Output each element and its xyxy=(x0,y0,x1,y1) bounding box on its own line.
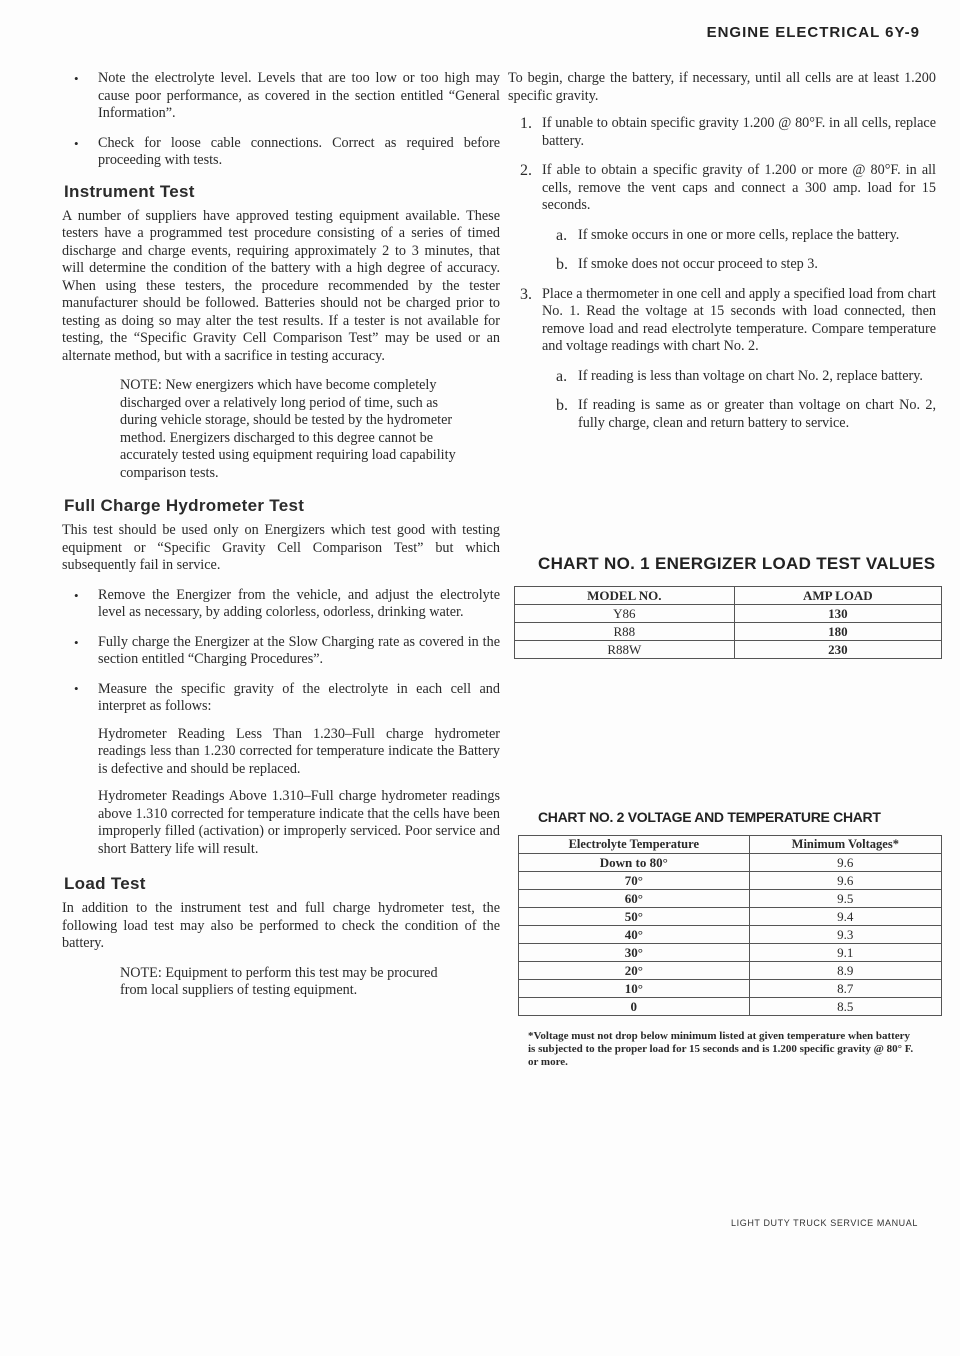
table-cell: 8.9 xyxy=(749,962,941,980)
chart-1-title: CHART NO. 1 ENERGIZER LOAD TEST VALUES xyxy=(538,554,936,573)
table-cell: 20° xyxy=(519,962,750,980)
table-row xyxy=(519,944,942,962)
table-header-row xyxy=(519,836,942,854)
table-cell: 30° xyxy=(519,944,750,962)
load-test-intro: To begin, charge the battery, if necessary, until all cells are at least 1.200 specific gravity. xyxy=(508,70,936,104)
column-header: MODEL NO. xyxy=(515,587,735,605)
step-text: If smoke occurs in one or more cells, replace the battery. xyxy=(578,226,900,243)
load-test-values-table xyxy=(514,586,942,659)
step-text: If able to obtain a specific gravity of 1.200 or more @ 80°F. in all cells, remove the vent caps and connect a 300 amp. load for 15 seconds. xyxy=(542,162,936,213)
chart-2-title: CHART NO. 2 VOLTAGE AND TEMPERATURE CHART xyxy=(538,809,881,825)
table-cell: 10° xyxy=(519,980,750,998)
left-column xyxy=(62,70,500,1014)
list-item: • Fully charge the Energizer at the Slow Charging rate as covered in the section entitled “Charging Procedures”. xyxy=(70,634,500,669)
table-row xyxy=(519,926,942,944)
table-row xyxy=(519,890,942,908)
right-column xyxy=(508,70,936,1069)
table-cell: 9.6 xyxy=(749,872,941,890)
table-cell: 40° xyxy=(519,926,750,944)
step-1 xyxy=(520,115,936,150)
column-header: Minimum Voltages* xyxy=(749,836,941,854)
step-2 xyxy=(520,162,936,215)
table-header-row xyxy=(515,587,942,605)
instrument-test-body: A number of suppliers have approved testing equipment available. These testers have a programmed test procedure consisting of a series of timed discharge and charge events, requiring approximately 2 to 3 minutes, that will determine the condition of the battery with a high degree of accuracy. When using these testers, the procedure recommended by the tester manufacturer should be followed. Batteries should not be charged prior to testing as doing so may alter the test results. If a tester is not available for testing, the “Specific Gravity Cell Comparison Test” may be used or an alternate method, but with a sacrifice in testing accuracy. xyxy=(62,207,500,364)
step-letter: a. xyxy=(556,367,568,385)
step-letter: b. xyxy=(556,256,568,273)
list-item-text: • Measure the specific gravity of the electrolyte in each cell and interpret as follows: xyxy=(98,680,500,714)
table-cell: 9.3 xyxy=(749,926,941,944)
table-row xyxy=(515,623,942,641)
step-text: Place a thermometer in one cell and apply a specified load from chart No. 1. Read the voltage at 15 seconds with load connected, then remove load and read electrolyte temperature. Compare temperature and voltage readings with chart No. 2. xyxy=(542,285,936,354)
table-row xyxy=(519,872,942,890)
list-item: • Remove the Energizer from the vehicle, and adjust the electrolyte level as necessary, by adding colorless, odorless, drinking water. xyxy=(70,587,500,622)
table-row xyxy=(519,908,942,926)
step-text: If reading is same as or greater than voltage on chart No. 2, fully charge, clean and return battery to service. xyxy=(578,397,936,431)
hydrometer-test-body: This test should be used only on Energizers which test good with testing equipment or “Specific Gravity Cell Comparison Test” but which subsequently fail in service. xyxy=(62,522,500,573)
step-letter: b. xyxy=(556,397,568,414)
table-row xyxy=(519,980,942,998)
voltage-temperature-table xyxy=(518,835,942,1016)
table-cell: 9.6 xyxy=(749,854,941,872)
step-text: If reading is less than voltage on chart No. 2, replace battery. xyxy=(578,367,923,384)
list-item: • Check for loose cable connections. Correct as required before proceeding with tests. xyxy=(70,135,500,170)
step-letter: a. xyxy=(556,226,568,244)
table-cell: 9.1 xyxy=(749,944,941,962)
load-test-body: In addition to the instrument test and full charge hydrometer test, the following load test may also be performed to check the condition of the battery. xyxy=(62,900,500,951)
table-cell: 50° xyxy=(519,908,750,926)
table-row xyxy=(519,962,942,980)
table-cell: Down to 80° xyxy=(519,854,750,872)
column-header: AMP LOAD xyxy=(734,587,941,605)
table-cell: 180 xyxy=(734,623,941,641)
step-3 xyxy=(520,286,936,356)
table-cell: Y86 xyxy=(515,605,735,623)
step-3a xyxy=(556,368,936,386)
instrument-test-heading: Instrument Test xyxy=(64,181,195,201)
table-row xyxy=(519,998,942,1016)
list-item: • Note the electrolyte level. Levels that are too low or too high may cause poor performance, as covered in the section entitled “General Information”. xyxy=(70,70,500,123)
table-cell: 9.5 xyxy=(749,890,941,908)
step-2b xyxy=(556,256,936,274)
instrument-test-note: NOTE: New energizers which have become completely discharged over a relatively long period of time, such as during vehicle storage, should be tested by the hydrometer method. Energizers discharged to this degree cannot be accurately tested using equipment requiring load capability comparison tests. xyxy=(120,377,456,481)
step-number: 2. xyxy=(520,162,532,179)
load-test-heading: Load Test xyxy=(64,874,146,893)
list-item xyxy=(70,681,500,859)
table-cell: 9.4 xyxy=(749,908,941,926)
table-cell: R88W xyxy=(515,641,735,659)
table-cell: 8.5 xyxy=(749,998,941,1016)
table-cell: 130 xyxy=(734,605,941,623)
table-cell: 0 xyxy=(519,998,750,1016)
table-row xyxy=(519,854,942,872)
table-cell: 70° xyxy=(519,872,750,890)
table-row xyxy=(515,641,942,659)
table-cell: 230 xyxy=(734,641,941,659)
step-text: If unable to obtain specific gravity 1.200 @ 80°F. in all cells, replace battery. xyxy=(542,115,936,149)
load-test-note: NOTE: Equipment to perform this test may be procured from local suppliers of testing equipment. xyxy=(120,964,438,998)
hydrometer-test-heading: Full Charge Hydrometer Test xyxy=(64,496,305,515)
page-header: ENGINE ELECTRICAL 6Y-9 xyxy=(706,24,920,41)
step-3b xyxy=(556,397,936,432)
step-number: 1. xyxy=(520,115,532,132)
step-number: 3. xyxy=(520,285,532,303)
hydrometer-high-reading: Hydrometer Readings Above 1.310–Full charge hydrometer readings above 1.310 corrected for temperature indicate that the cells have been improperly filled (activation) or improperly serviced. Poor service and short Battery life will result. xyxy=(98,788,500,857)
chart-2-footnote: *Voltage must not drop below minimum listed at given temperature when battery is subjected to the proper load for 15 seconds and is 1.200 specific gravity @ 80° F. or more. xyxy=(528,1030,914,1068)
table-cell: 8.7 xyxy=(749,980,941,998)
column-header: Electrolyte Temperature xyxy=(519,836,750,854)
table-cell: R88 xyxy=(515,623,735,641)
hydrometer-low-reading: Hydrometer Reading Less Than 1.230–Full charge hydrometer readings less than 1.230 corrected for temperature indicate the Battery is defective and should be replaced. xyxy=(98,725,500,777)
step-text: If smoke does not occur proceed to step 3. xyxy=(578,256,818,272)
table-cell: 60° xyxy=(519,890,750,908)
page-footer: LIGHT DUTY TRUCK SERVICE MANUAL xyxy=(731,1218,918,1228)
table-row xyxy=(515,605,942,623)
step-2a xyxy=(556,227,936,245)
